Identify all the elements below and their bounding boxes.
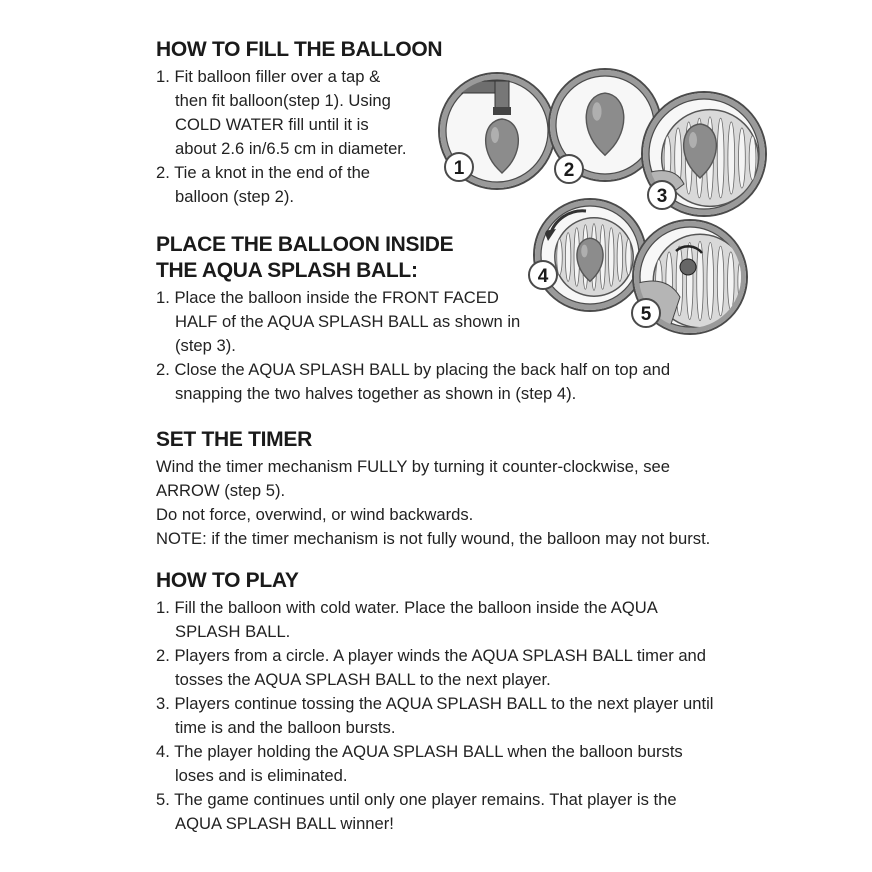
list-item-continuation: COLD WATER fill until it is bbox=[175, 115, 369, 134]
timer-knob bbox=[680, 259, 696, 275]
list-item-number: 5. bbox=[156, 790, 170, 809]
list-item-number: 2. bbox=[156, 163, 170, 182]
list-item bbox=[156, 644, 706, 668]
list-item-number: 3. bbox=[156, 694, 170, 713]
list-item bbox=[156, 692, 713, 716]
list-item-text: The player holding the AQUA SPLASH BALL when the balloon bursts bbox=[174, 742, 683, 761]
step-number: 3 bbox=[656, 186, 668, 207]
step-number: 1 bbox=[453, 158, 465, 179]
list-item-text: Players continue tossing the AQUA SPLASH BALL to the next player until bbox=[174, 694, 714, 713]
list-item-continuation: then fit balloon(step 1). Using bbox=[175, 91, 391, 110]
list-item-number: 1. bbox=[156, 67, 170, 86]
list-item bbox=[156, 596, 658, 620]
list-item-continuation: balloon (step 2). bbox=[175, 187, 294, 206]
list-item-text: Close the AQUA SPLASH BALL by placing the back half on top and bbox=[174, 360, 671, 379]
step-number: 2 bbox=[563, 160, 575, 181]
step-number: 4 bbox=[537, 266, 549, 287]
section-heading: HOW TO PLAY bbox=[156, 569, 299, 592]
section-heading: SET THE TIMER bbox=[156, 428, 312, 451]
section-heading: PLACE THE BALLOON INSIDE bbox=[156, 233, 454, 256]
list-item bbox=[156, 358, 670, 382]
section-heading: THE AQUA SPLASH BALL: bbox=[156, 259, 418, 282]
list-item-continuation: (step 3). bbox=[175, 336, 236, 355]
step-illustration-winding-timer bbox=[603, 190, 777, 364]
list-item-continuation: about 2.6 in/6.5 cm in diameter. bbox=[175, 139, 407, 158]
list-item bbox=[156, 161, 370, 185]
list-item-number: 2. bbox=[156, 360, 170, 379]
list-item-text: Tie a knot in the end of the bbox=[174, 163, 371, 182]
list-item-number: 1. bbox=[156, 598, 170, 617]
list-item-text: Fit balloon filler over a tap & bbox=[174, 67, 381, 86]
tap-spout bbox=[495, 81, 509, 109]
list-item bbox=[156, 740, 683, 764]
list-item-text: Place the balloon inside the FRONT FACED bbox=[174, 288, 499, 307]
list-item-continuation: SPLASH BALL. bbox=[175, 622, 291, 641]
list-item-text: Players from a circle. A player winds the AQUA SPLASH BALL timer and bbox=[174, 646, 707, 665]
list-item bbox=[156, 788, 677, 812]
list-item-continuation: AQUA SPLASH BALL winner! bbox=[175, 814, 394, 833]
list-item-text: The game continues until only one player remains. That player is the bbox=[174, 790, 677, 809]
list-item-number: 2. bbox=[156, 646, 170, 665]
list-item-continuation: time is and the balloon bursts. bbox=[175, 718, 396, 737]
list-item-text: Fill the balloon with cold water. Place the balloon inside the AQUA bbox=[174, 598, 658, 617]
list-item-continuation: snapping the two halves together as shown in (step 4). bbox=[175, 384, 577, 403]
list-item-continuation: HALF of the AQUA SPLASH BALL as shown in bbox=[175, 312, 521, 331]
list-item-continuation: tosses the AQUA SPLASH BALL to the next player. bbox=[175, 670, 551, 689]
list-item bbox=[156, 65, 380, 89]
paragraph-line: ARROW (step 5). bbox=[156, 481, 286, 500]
list-item-continuation: loses and is eliminated. bbox=[175, 766, 348, 785]
list-item-number: 4. bbox=[156, 742, 170, 761]
paragraph-line: Wind the timer mechanism FULLY by turning it counter-clockwise, see bbox=[156, 457, 670, 476]
section-heading: HOW TO FILL THE BALLOON bbox=[156, 38, 443, 61]
list-item bbox=[156, 286, 499, 310]
paragraph-line: Do not force, overwind, or wind backwards. bbox=[156, 505, 474, 524]
paragraph-line: NOTE: if the timer mechanism is not fully wound, the balloon may not burst. bbox=[156, 529, 711, 548]
step-number: 5 bbox=[640, 304, 652, 325]
list-item-number: 1. bbox=[156, 288, 170, 307]
